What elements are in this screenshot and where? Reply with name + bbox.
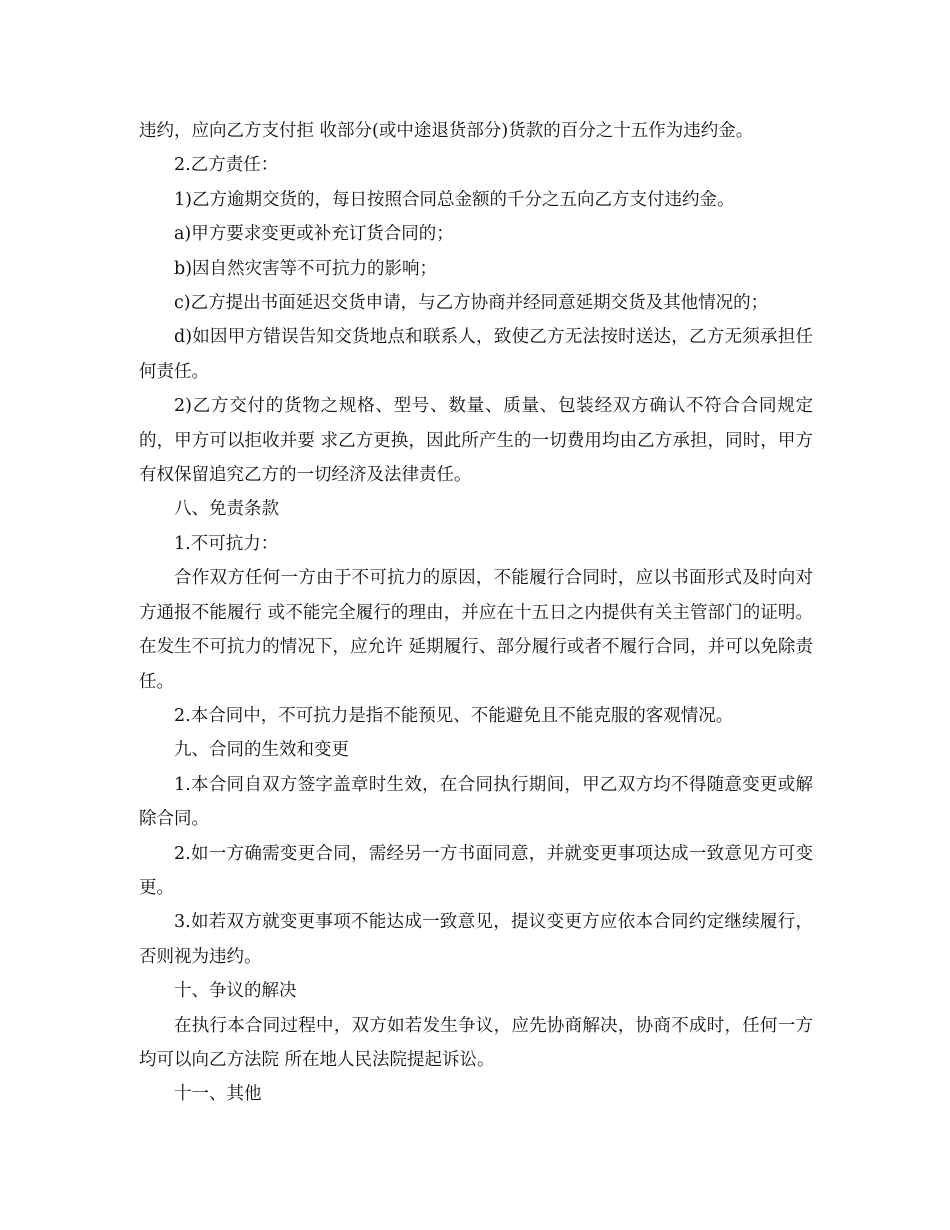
clause-change-disagreement: 3.如若双方就变更事项不能达成一致意见，提议变更方应依本合同约定继续履行，否则视为违约。 <box>139 912 813 967</box>
clause-late-delivery: 1)乙方逾期交货的，每日按照合同总金额的千分之五向乙方支付违约金。 <box>174 189 735 210</box>
clause-dispute-resolution: 在执行本合同过程中，双方如若发生争议，应先协商解决，协商不成时，任何一方均可以向乙方法院 所在地人民法院提起诉讼。 <box>139 1015 813 1070</box>
clause-nonconforming-goods: 2)乙方交付的货物之规格、型号、数量、质量、包装经双方确认不符合合同规定的，甲方可以拒收并要 求乙方更换，因此所产生的一切费用均由乙方承担，同时，甲方有权保留追究乙方的一切经济及法律责任。 <box>139 396 813 486</box>
clause-item-d: d)如因甲方错误告知交货地点和联系人，致使乙方无法按时送达，乙方无须承担任何责任。 <box>139 327 813 382</box>
section-heading-disputes: 十、争议的解决 <box>174 981 297 1002</box>
clause-force-majeure-definition: 2.本合同中，不可抗力是指不能预见、不能避免且不能克服的客观情况。 <box>174 705 734 726</box>
clause-force-majeure-title: 1.不可抗力： <box>174 533 279 554</box>
clause-change-consent: 2.如一方确需变更合同，需经另一方书面同意，并就变更事项达成一致意见方可变更。 <box>139 843 813 898</box>
clause-effective: 1.本合同自双方签字盖章时生效，在合同执行期间，甲乙双方均不得随意变更或解除合同。 <box>139 774 813 830</box>
clause-item-a: a)甲方要求变更或补充订货合同的； <box>174 224 454 245</box>
clause-force-majeure-body: 合作双方任何一方由于不可抗力的原因，不能履行合同时，应以书面形式及时向对方通报不能履行 或不能完全履行的理由，并应在十五日之内提供有关主管部门的证明。在发生不可抗力的情况下，应允许 延期履行、部分履行或者不履行合同，并可以免除责任。 <box>139 568 813 692</box>
paragraph-breach-continuation: 违约，应向乙方支付拒 收部分(或中途退货部分)货款的百分之十五作为违约金。 <box>139 121 754 141</box>
clause-item-b: b)因自然灾害等不可抗力的影响； <box>174 258 438 279</box>
section-heading-exemption: 八、免责条款 <box>174 499 279 520</box>
document-body <box>139 114 813 1112</box>
clause-party-b-liability: 2.乙方责任： <box>174 155 279 176</box>
section-heading-effect-change: 九、合同的生效和变更 <box>174 740 349 761</box>
clause-item-c: c)乙方提出书面延迟交货申请，与乙方协商并经同意延期交货及其他情况的； <box>174 293 769 314</box>
section-heading-other: 十一、其他 <box>174 1084 262 1105</box>
